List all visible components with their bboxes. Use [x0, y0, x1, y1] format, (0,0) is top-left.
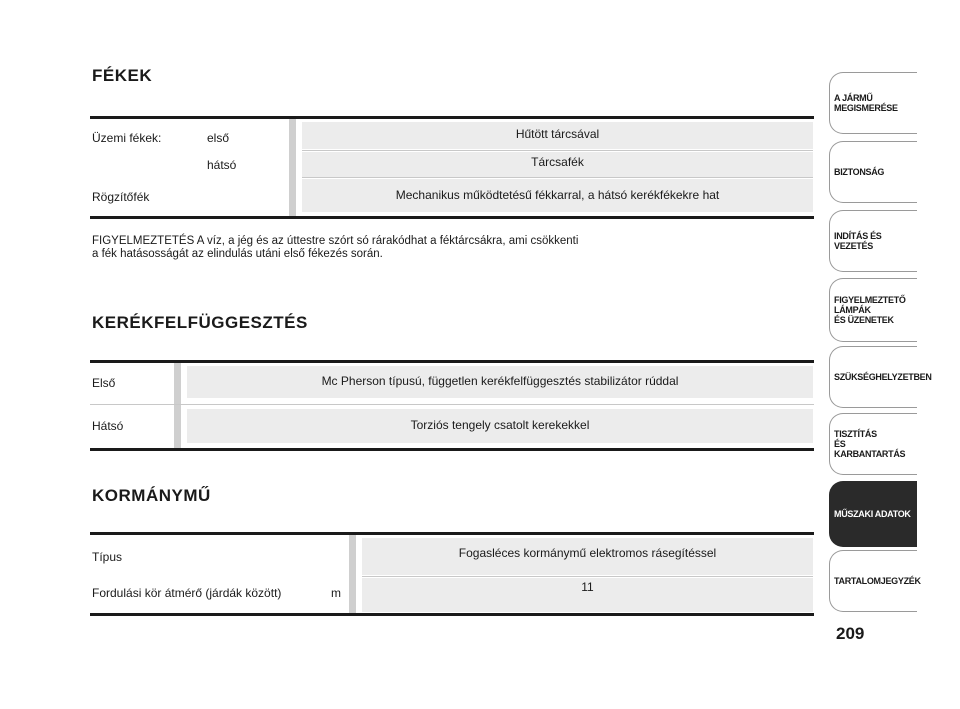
- tab-label-line: BIZTONSÁG: [834, 167, 885, 177]
- suspension-rear-label: Hátsó: [92, 419, 124, 433]
- steering-divider-bar: [349, 535, 356, 613]
- brakes-warning: [92, 235, 792, 261]
- tab-biztonsag[interactable]: [829, 141, 917, 203]
- tab-label-line: TARTALOMJEGYZÉK: [834, 576, 921, 586]
- steering-row-divider: [362, 576, 813, 577]
- brakes-divider-bar: [289, 119, 296, 217]
- brakes-top-rule: [90, 116, 814, 119]
- suspension-front-value: Mc Pherson típusú, független kerékfelfüggesztés stabilizátor rúddal: [187, 366, 813, 398]
- suspension-title: KERÉKFELFÜGGESZTÉS: [92, 313, 308, 332]
- turning-circle-unit: m: [331, 586, 341, 600]
- brakes-warning-line2: a fék hatásosságát az elindulás utáni első fékezés során.: [92, 248, 383, 260]
- tab-tisztitas-es-karbantartas[interactable]: [829, 413, 917, 475]
- front-brake-value: Hűtött tárcsával: [302, 122, 813, 149]
- front-brake-label: első: [207, 131, 230, 145]
- tab-label-line: MŰSZAKI ADATOK: [834, 509, 911, 519]
- steering-title: KORMÁNYMŰ: [92, 486, 211, 505]
- parking-brake-value: Mechanikus működtetésű fékkarral, a hátsó kerékfékekre hat: [302, 179, 813, 212]
- turning-circle-value: 11: [362, 578, 813, 612]
- steering-type-label: Típus: [92, 550, 123, 564]
- rear-brake-value: Tárcsafék: [302, 152, 813, 177]
- suspension-divider-bar: [174, 363, 181, 448]
- brakes-title: FÉKEK: [92, 66, 153, 85]
- suspension-bottom-rule: [90, 448, 814, 451]
- parking-brake-label: Rögzítőfék: [92, 190, 150, 204]
- steering-bottom-rule: [90, 613, 814, 616]
- tab-label-line: TISZTÍTÁS: [834, 429, 877, 439]
- page-number: 209: [836, 624, 865, 643]
- rear-brake-label: hátsó: [207, 158, 237, 172]
- tab-label-line: ÉS ÜZENETEK: [834, 315, 894, 325]
- suspension-top-rule: [90, 360, 814, 363]
- brakes-row-divider: [302, 177, 813, 178]
- tab-muszaki-adatok[interactable]: [829, 481, 917, 547]
- tab-label-line: MEGISMERÉSE: [834, 103, 898, 113]
- tab-label-line: ÉS KARBANTARTÁS: [834, 439, 906, 459]
- turning-circle-label: Fordulási kör átmérő (járdák között): [92, 586, 282, 600]
- service-brakes-label: Üzemi fékek:: [92, 131, 162, 145]
- tab-label-line: SZÜKSÉGHELYZETBEN: [834, 372, 932, 382]
- tab-tartalomjegyzek[interactable]: [829, 550, 921, 612]
- brakes-bottom-rule: [90, 216, 814, 219]
- brakes-row-divider: [302, 150, 813, 151]
- tab-szukseghelyzetben[interactable]: [829, 346, 932, 408]
- tab-label-line: FIGYELMEZTETŐ: [834, 295, 906, 305]
- steering-type-value: Fogasléces kormánymű elektromos rásegítéssel: [362, 538, 813, 575]
- tab-inditas-es-vezetes[interactable]: [829, 210, 917, 272]
- tab-label-line: A JÁRMŰ: [834, 93, 873, 103]
- suspension-front-label: Első: [92, 376, 116, 390]
- tab-label-line: INDÍTÁS ÉS VEZETÉS: [834, 231, 882, 251]
- tab-jarmu-megismerese[interactable]: [829, 72, 917, 134]
- tab-label-line: LÁMPÁK: [834, 305, 871, 315]
- tab-figyelmezteto-lampak[interactable]: [829, 278, 917, 342]
- suspension-rear-value: Torziós tengely csatolt kerekekkel: [187, 409, 813, 443]
- brakes-warning-line1: FIGYELMEZTETÉS A víz, a jég és az úttestre szórt só rárakódhat a féktárcsákra, ami csökkenti: [92, 235, 579, 247]
- steering-top-rule: [90, 532, 814, 535]
- suspension-row-divider: [90, 404, 814, 405]
